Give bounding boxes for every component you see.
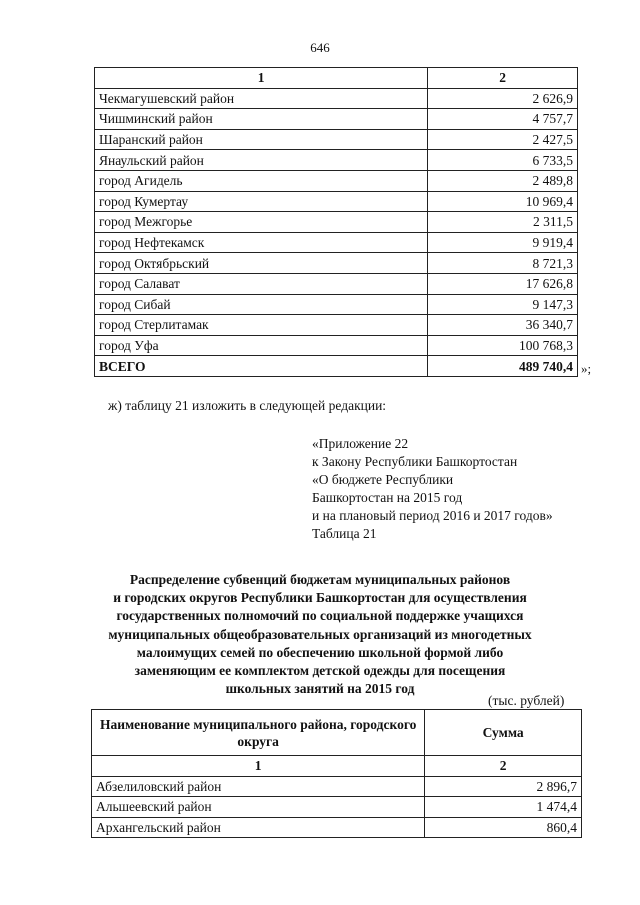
table-row — [95, 253, 578, 274]
column-number-row — [95, 68, 578, 89]
row-name: город Агидель — [95, 170, 428, 191]
annex-line: Башкортостан на 2015 год — [312, 490, 463, 505]
row-value: 100 768,3 — [428, 335, 578, 356]
row-name: город Октябрьский — [95, 253, 428, 274]
row-value: 9 919,4 — [428, 232, 578, 253]
table-row — [92, 776, 582, 797]
header-name: Наименование муниципального района, городского округа — [92, 710, 425, 756]
row-name: город Нефтекамск — [95, 232, 428, 253]
closing-quote: »; — [581, 361, 592, 376]
table-row — [95, 129, 578, 150]
heading-line: малоимущих семей по обеспечению школьной формой либо — [136, 644, 504, 660]
row-name: Чекмагушевский район — [95, 88, 428, 109]
table-row — [95, 335, 578, 356]
row-name: город Кумертау — [95, 191, 428, 212]
annex-line: «Приложение 22 — [312, 436, 409, 451]
row-name: Янаульский район — [95, 150, 428, 171]
top-table — [94, 67, 578, 377]
row-name: город Салават — [95, 273, 428, 294]
column-number: 1 — [92, 756, 425, 777]
total-value: 489 740,4 — [428, 356, 578, 377]
annex-line: «О бюджете Республики — [312, 472, 454, 487]
heading-line: школьных занятий на 2015 год — [225, 681, 415, 697]
heading-line: Распределение субвенций бюджетам муниципальных районов — [129, 572, 511, 587]
column-number: 2 — [428, 68, 578, 89]
row-name: Альшеевский район — [92, 797, 425, 818]
row-name: город Уфа — [95, 335, 428, 356]
row-name: Архангельский район — [92, 817, 425, 838]
table-row — [95, 150, 578, 171]
row-name: Чишминский район — [95, 109, 428, 130]
row-value: 6 733,5 — [428, 150, 578, 171]
row-value: 2 427,5 — [428, 129, 578, 150]
row-value: 36 340,7 — [428, 315, 578, 336]
row-value: 8 721,3 — [428, 253, 578, 274]
heading-line: государственных полномочий по социальной поддержке учащихся — [116, 608, 524, 624]
annex-line: Таблица 21 — [312, 526, 377, 541]
table-row — [92, 817, 582, 838]
row-value: 4 757,7 — [428, 109, 578, 130]
table-heading — [60, 571, 580, 698]
column-number: 2 — [425, 756, 582, 777]
row-name: Абзелиловский район — [92, 776, 425, 797]
table-row — [95, 315, 578, 336]
table-row — [95, 88, 578, 109]
annex-line: к Закону Республики Башкортостан — [312, 454, 518, 469]
row-name: город Стерлитамак — [95, 315, 428, 336]
bottom-table — [91, 709, 582, 838]
heading-line: заменяющим ее комплектом детской одежды для посещения — [134, 663, 506, 679]
column-number-row — [92, 756, 582, 777]
table-row — [92, 797, 582, 818]
page-number: 646 — [310, 40, 330, 55]
row-value: 9 147,3 — [428, 294, 578, 315]
row-value: 2 896,7 — [425, 776, 582, 797]
table-row — [95, 170, 578, 191]
table-row — [95, 232, 578, 253]
instruction-text: ж) таблицу 21 изложить в следующей редакции: — [108, 398, 387, 413]
row-value: 1 474,4 — [425, 797, 582, 818]
row-name: город Межгорье — [95, 212, 428, 233]
table-row — [95, 212, 578, 233]
total-row — [95, 356, 578, 377]
table-row — [95, 109, 578, 130]
annex-line: и на плановый период 2016 и 2017 годов» — [312, 508, 553, 523]
row-value: 860,4 — [425, 817, 582, 838]
row-value: 10 969,4 — [428, 191, 578, 212]
column-number: 1 — [95, 68, 428, 89]
heading-line: муниципальных общеобразовательных организаций из многодетных — [108, 626, 532, 642]
row-value: 2 311,5 — [428, 212, 578, 233]
row-value: 17 626,8 — [428, 273, 578, 294]
row-name: город Сибай — [95, 294, 428, 315]
table-header-row — [92, 710, 582, 756]
table-row — [95, 191, 578, 212]
heading-line: и городских округов Республики Башкортостан для осуществления — [113, 590, 527, 606]
annex-header — [312, 435, 553, 543]
table-row — [95, 294, 578, 315]
table-row — [95, 273, 578, 294]
total-label: ВСЕГО — [95, 356, 428, 377]
header-sum: Сумма — [425, 710, 582, 756]
row-value: 2 626,9 — [428, 88, 578, 109]
row-value: 2 489,8 — [428, 170, 578, 191]
row-name: Шаранский район — [95, 129, 428, 150]
units-label: (тыс. рублей) — [488, 693, 565, 708]
